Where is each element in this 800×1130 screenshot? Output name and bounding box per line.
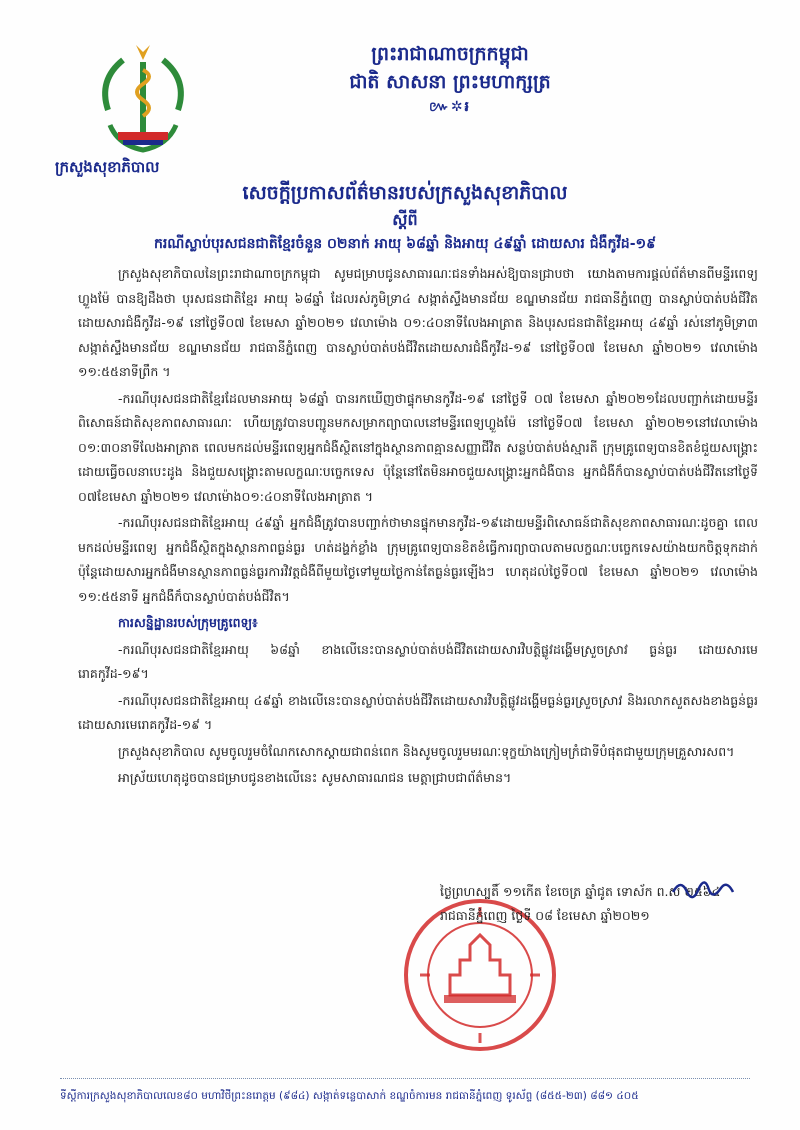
footer-address: ទីស្តីការក្រសួងសុខាភិបាលលេខ៨០ មហាវិថីព្រះនរោត្តម (៩៨៤) សង្កាត់ទន្លេបាសាក់ ខណ្ឌចំការមន រាជធានីភ្នំពេញ ទូរស័ព្ទ (៨៥៥-២៣) ៨៨១ ៤០៥ (60, 1090, 639, 1102)
title-main: សេចក្តីប្រកាសព័ត៌មានរបស់ក្រសួងសុខាភិបាល (242, 182, 568, 204)
kingdom-name: ព្រះរាជាណាចក្រកម្ពុជា (371, 43, 529, 65)
dateline-lunar: ថ្ងៃព្រហស្បតិ៍ ១១កើត ខែចេត្រ ឆ្នាំជូត ទោស័ក ព.ស ២៥៦៤ (440, 884, 721, 899)
paragraph-case-68: -ករណីបុរសជនជាតិខ្មែរដែលមានអាយុ ៦៨ឆ្នាំ បានរកឃើញថាផ្ទុកមានកូវីដ-១៩ នៅថ្ងៃទី ០៧ ខែមេសា ឆ្នាំ២០២១ដែលបញ្ជាក់ដោយមន្ទីរពិសោធន៍ជាតិសុខភាពសាធារណៈ ហើយត្រូវបានបញ្ជូនមកសម្រាកព្យាបាលនៅមន្ទីរពេទ្យហ្លួងម៉ែ នៅថ្ងៃទី០៧ ខែមេសា ឆ្នាំ២០២១នៅវេលាម៉ោង ០១:៣០នាទីលែងអាត្រាត ពេលមកដល់មន្ទីរពេទ្យអ្នកជំងឺស្ថិតនៅក្នុងស្ថានភាពគ្មានសញ្ញាជីវិត សន្លប់បាត់បង់ស្មារតី ក្រុមគ្រូពេទ្យបានខិតខំជួយសង្គ្រោះដោយធ្វើចលនាបេះដូង និងជួយសង្គ្រោះតាមលក្ខណៈបច្ចេកទេស ប៉ុន្តែនៅតែមិនអាចជួយសង្គ្រោះអ្នកជំងឺបាន អ្នកជំងឺក៏បានស្លាប់បាត់បង់ជីវិតនៅថ្ងៃទី ០៧ខែមេសា ឆ្នាំ២០២១ វេលាម៉ោង០១:៤០នាទីលែងអាត្រាត ។ (78, 390, 758, 504)
dateline-solar: រាជធានីភ្នំពេញ ថ្ងៃទី ០៨ ខែមេសា ឆ្នាំ២០២១ (440, 908, 650, 923)
ministry-of-health-logo (88, 40, 198, 158)
paragraph-case-49: -ករណីបុរសជនជាតិខ្មែរអាយុ ៤៩ឆ្នាំ អ្នកជំងឺត្រូវបានបញ្ជាក់ថាមានផ្ទុកមានកូវីដ-១៩ដោយមន្ទីរពិសោធន៍ជាតិសុខភាពសាធារណៈដូចគ្នា ពេលមកដល់មន្ទីរពេទ្យ អ្នកជំងឺស្ថិតក្នុងស្ថានភាពធ្ងន់ធ្ងរ ហត់ដង្ហក់ខ្លាំង ក្រុមគ្រូពេទ្យបានខិតខំធ្វើការព្យាបាលតាមលក្ខណៈបច្ចេកទេសយ៉ាងយកចិត្តទុកដាក់ ប៉ុន្តែដោយសារអ្នកជំងឺមានស្ថានភាពធ្ងន់ធ្ងរការវិវត្តជំងឺពីមួយថ្ងៃទៅមួយថ្ងៃកាន់តែធ្ងន់ធ្ងរឡើងៗ ហេតុដល់ថ្ងៃទី០៧ ខែមេសា ឆ្នាំ២០២១ វេលាម៉ោង ១១:៥៥នាទី អ្នកជំងឺក៏បានស្លាប់បាត់បង់ជីវិត។ (78, 515, 758, 604)
announcement-title (60, 178, 750, 256)
condolence-paragraph: ក្រសួងសុខាភិបាល សូមចូលរួមចំណែកសោកស្តាយជាពន់ពេក និងសូមចូលរួមមរណៈទុក្ខយ៉ាងក្រៀមក្រំជាទីបំផុតជាមួយក្រុមគ្រួសារសព។ (118, 743, 735, 759)
closing-paragraph: អាស្រ័យហេតុដូចបានជម្រាបជូនខាងលើនេះ សូមសាធារណជន មេត្តាជ្រាបជាព័ត៌មាន។ (118, 770, 512, 785)
national-motto: ជាតិ សាសនា ព្រះមហាក្សត្រ (349, 71, 551, 93)
paragraph-intro: ក្រសួងសុខាភិបាលនៃព្រះរាជាណាចក្រកម្ពុជា សូមជម្រាបជូនសាធារណៈជនទាំងអស់ឱ្យបានជ្រាបថា យោងតាមការផ្តល់ព័ត៌មានពីមន្ទីរពេទ្យហ្លួងម៉ែ បានឱ្យដឹងថា បុរសជនជាតិខ្មែរ អាយុ ៦៨ឆ្នាំ ដែលរស់ភូមិទ្រា៤ សង្កាត់ស្ទឹងមានជ័យ ខណ្ឌមានជ័យ រាជធានីភ្នំពេញ បានស្លាប់បាត់បង់ជីវិតដោយសារជំងឺកូវីដ-១៩ នៅថ្ងៃទី០៧ ខែមេសា ឆ្នាំ២០២១ វេលាម៉ោង ០១:៤០នាទីលែងអាត្រាត និងបុរសជនជាតិខ្មែរអាយុ ៤៩ឆ្នាំ រស់នៅភូមិទ្រា៣ សង្កាត់ស្ទឹងមានជ័យ ខណ្ឌមានជ័យ រាជធានីភ្នំពេញ បានស្លាប់បាត់បង់ជីវិតដោយសារជំងឺកូវីដ-១៩ នៅថ្ងៃទី០៧ ខែមេសា ឆ្នាំ២០២១ វេលាម៉ោង ១១:៥៥នាទីព្រឹក ។ (78, 266, 758, 379)
diagnosis-heading: ការសន្និដ្ឋានរបស់ក្រុមគ្រូពេទ្យ៖ (118, 615, 258, 630)
footer-divider (60, 1078, 750, 1079)
diagnosis-item-49: -ករណីបុរសជនជាតិខ្មែរអាយុ ៤៩ឆ្នាំ ខាងលើនេះបានស្លាប់បាត់បង់ជីវិតដោយសារវិបត្តិផ្លូវដង្ហើមធ្ងន់ធ្ងរស្រួចស្រាវ និងរលាកសួតសងខាងធ្ងន់ធ្ងរ ដោយសារមេរោគកូវីដ-១៩ ។ (78, 692, 758, 732)
kingdom-header (250, 40, 650, 118)
title-regarding: ស្តីពី (392, 210, 418, 229)
header-ornament: ៚✲៛ (429, 99, 471, 115)
signature (668, 874, 738, 904)
announcement-body (78, 262, 758, 793)
title-subject: ករណីស្លាប់បុរសជនជាតិខ្មែរចំនួន ០២នាក់ អាយុ ៦៨ឆ្នាំ និងអាយុ ៤៩ឆ្នាំ ដោយសារ ជំងឺកូវីដ-១៩ (153, 236, 657, 252)
ministry-label: ក្រសួងសុខាភិបាល (55, 158, 160, 176)
diagnosis-item-68: -ករណីបុរសជនជាតិខ្មែរអាយុ ៦៨ឆ្នាំ ខាងលើនេះបានស្លាប់បាត់បង់ជីវិតដោយសារវិបត្តិផ្លូវដង្ហើមស្រួចស្រាវ ធ្ងន់ធ្ងរ ដោយសារមេរោគកូវីដ-១៩។ (78, 641, 758, 681)
